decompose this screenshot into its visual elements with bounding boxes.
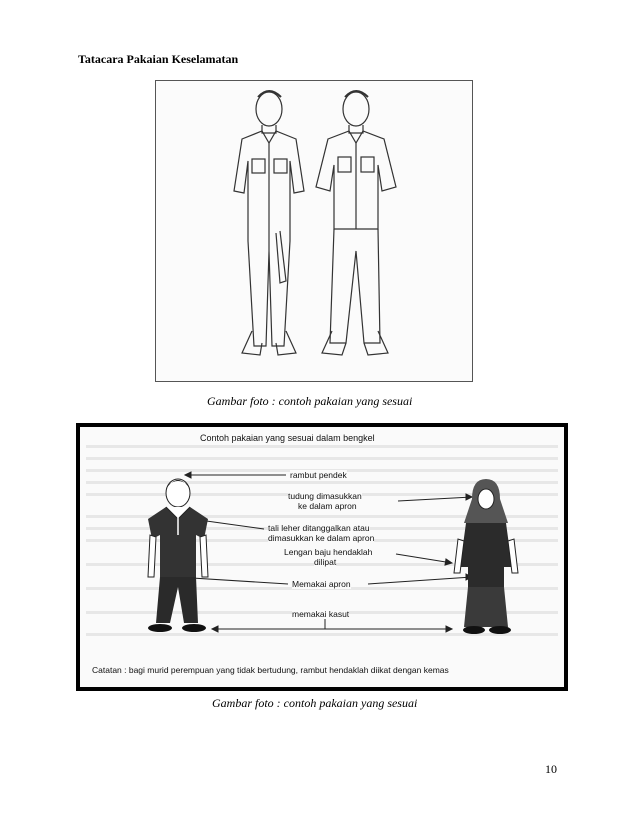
diagram-title: Contoh pakaian yang sesuai dalam bengkel: [200, 433, 375, 443]
label-apron: Memakai apron: [292, 579, 351, 589]
label-sleeve-line2: dilipat: [314, 557, 337, 567]
page-number: 10: [545, 762, 557, 776]
figure-workshop-attire-diagram: [76, 423, 568, 691]
label-hijab-line2: ke dalam apron: [298, 501, 357, 511]
label-shoes: memakai kasut: [292, 609, 350, 619]
worker-right-head: [343, 92, 369, 126]
label-necktie-line1: tali leher ditanggalkan atau: [268, 523, 370, 533]
figure1-caption: Gambar foto : contoh pakaian yang sesuai: [207, 394, 413, 408]
girl-student-figure: [454, 479, 518, 634]
figure2-caption: Gambar foto : contoh pakaian yang sesuai: [212, 696, 418, 710]
label-necktie-line2: dimasukkan ke dalam apron: [268, 533, 375, 543]
label-sleeve-line1: Lengan baju hendaklah: [284, 547, 373, 557]
label-hijab-line1: tudung dimasukkan: [288, 491, 362, 501]
diagram-note: Catatan : bagi murid perempuan yang tidak bertudung, rambut hendaklah diikat dengan kemas: [92, 665, 449, 675]
label-short-hair: rambut pendek: [290, 470, 347, 480]
worker-left-head: [256, 92, 282, 126]
worker-right-trousers: [330, 229, 380, 343]
workers-drawing: [156, 81, 473, 382]
figure-workwear-illustration: [155, 80, 473, 382]
section-heading: Tatacara Pakaian Keselamatan: [78, 52, 239, 66]
boy-student-figure: [148, 479, 208, 632]
